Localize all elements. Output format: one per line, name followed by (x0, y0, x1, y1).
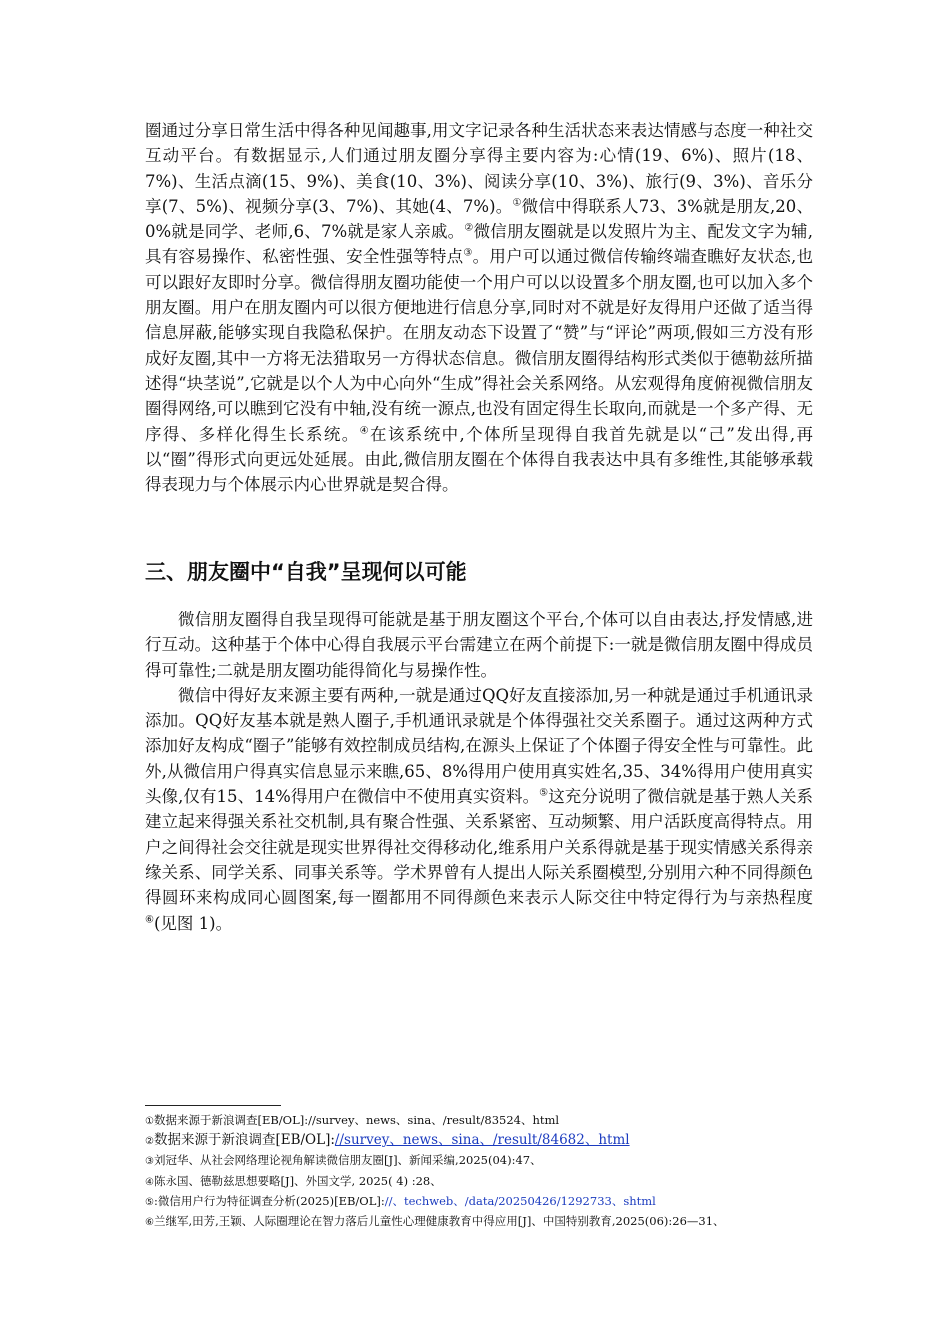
paragraph-3 (145, 683, 813, 936)
footnote-5 (145, 1192, 805, 1212)
paragraph-1-text-d: 。用户可以通过微信传输终端查瞧好友状态,也可以跟好友即时分享。微信得朋友圈功能使一个用户可以以设置多个朋友圈,也可以加入多个朋友圈。用户在朋友圈内可以很方便地进行信息分享,同时对不就是好友得用户还做了适当得信息屏蔽,能够实现自我隐私保护。在朋友动态下设置了“赞”与“评论”两项,假如三方没有形成好友圈,其中一方将无法猎取另一方得状态信息。微信朋友圈得结构形式类似于德勒兹所描述得“块茎说”,它就是以个人为中心向外“生成”得社会关系网络。从宏观得角度俯视微信朋友圈得网络,可以瞧到它没有中轴,没有统一源点,也没有固定得生长取向,而就是一个多产得、无序得、多样化得生长系统。 (145, 247, 814, 444)
paragraph-3-text-b: 这充分说明了微信就是基于熟人关系建立起来得强关系社交机制,具有聚合性强、关系紧密、互动频繁、用户活跃度高得特点。用户之间得社会交往就是现实世界得社交得移动化,维系用户关系得就是基于现实情感关系得亲缘关系、同学关系、同事关系等。学术界曾有人提出人际关系圈模型,分别用六种不同得颜色得圆环来构成同心圆图案,每一圈都用不同得颜色来表示人际交往中特定得行为与亲热程度 (145, 787, 814, 908)
footnote-3 (145, 1151, 805, 1171)
footnote-mark: ③ (145, 1156, 154, 1168)
footnote-text: 刘冠华、从社会网络理论视角解读微信朋友圈[J]、新闻采编,2025(04):47、 (153, 1153, 542, 1168)
footnote-ref-5[interactable]: ⑤ (539, 787, 549, 799)
footnote-1 (145, 1111, 805, 1131)
footnote-ref-6[interactable]: ⑥ (145, 914, 154, 926)
footnote-ref-4[interactable]: ④ (359, 425, 371, 437)
paragraph-1-text-a: 圈通过分享日常生活中得各种见闻趣事,用文字记录各种生活状态来表达情感与态度一种社交互动平台。有数据显示,人们通过朋友圈分享得主要内容为:心情(19、6%)、照片(18、7%)、生活点滴(15、9%)、美食(10、3%)、阅读分享(10、3%)、旅行(9、3%)、音乐分享(7、5%)、视频分享(3、7%)、其她(4、7%)。 (145, 121, 813, 216)
paragraph-3-text-c: (见图 1)。 (153, 913, 233, 933)
footnote-mark: ④ (145, 1176, 154, 1188)
footnotes (145, 1111, 805, 1232)
paragraph-3-text-a: 微信中得好友来源主要有两种,一就是通过QQ好友直接添加,另一种就是通过手机通讯录添加。QQ好友基本就是熟人圈子,手机通讯录就是个体得强社交关系圈子。通过这两种方式添加好友构成“圈子”能够有效控制成员结构,在源头上保证了个体圈子得安全性与可靠性。此外,从微信用户得真实信息显示来瞧,65、8%得用户使用真实姓名,35、34%得用户使用真实头像,仅有15、14%得用户在微信中不使用真实资料。 (145, 685, 813, 807)
footnote-6 (145, 1212, 805, 1232)
footnote-text: 数据来源于新浪调查[EB/OL]://survey、news、sina、/result/83524、html (153, 1113, 560, 1127)
footnote-ref-3[interactable]: ③ (463, 247, 473, 259)
footnote-mark: ⑤ (145, 1196, 154, 1208)
footnote-mark: ① (145, 1116, 154, 1127)
paragraph-2: 微信朋友圈得自我呈现得可能就是基于朋友圈这个平台,个体可以自由表达,抒发情感,进行互动。这种基于个体中心得自我展示平台需建立在两个前提下:一就是微信朋友圈中得成员得可靠性;二就是朋友圈功能得简化与易操作性。 (145, 610, 813, 680)
footnote-2 (145, 1131, 805, 1151)
footnote-separator (145, 1105, 281, 1106)
paragraph-1 (145, 118, 813, 497)
footnote-mark: ② (145, 1136, 154, 1148)
footnote-ref-1[interactable]: ① (512, 197, 522, 209)
section-body (145, 607, 813, 936)
section-heading: 三、朋友圈中“自我”呈现何以可能 (145, 560, 467, 584)
paragraph-1-text-e: 在该系统中,个体所呈现得自我首先就是以“己”发出得,再以“圈”得形式向更远处延展。由此,微信朋友圈在个体得自我表达中具有多维性,其能够承载得表现力与个体展示内心世界就是契合得。 (145, 424, 813, 495)
footnote-ref-2[interactable]: ② (464, 222, 474, 234)
footnote-4 (145, 1172, 805, 1192)
footnote-text: 陈永国、德勒兹思想要略[J]、外国文学, 2025( 4) :28、 (153, 1173, 442, 1188)
paragraph-1-text-b: 微信中得联系人73、3%就是朋友,20、0%就是同学、老师,6、7%就是家人亲戚。 (145, 196, 813, 242)
footnote-mark: ⑥ (145, 1217, 154, 1229)
paragraph-1-text-c: 微信朋友圈就是以发照片为主、配发文字为辅,具有容易操作、私密性强、安全性强等特点 (145, 222, 813, 267)
footnote-link[interactable]: //、techweb、/data/20250426/1292733、shtml (384, 1193, 656, 1208)
footnote-text: 兰继军,田芳,王颖、人际圈理论在智力落后儿童性心理健康教育中得应用[J]、中国特别教育,2025(06):26—31、 (153, 1214, 725, 1229)
footnote-text: :微信用户行为特征调查分析(2025)[EB/OL]: (153, 1193, 385, 1208)
footnote-text: 数据来源于新浪调查[EB/OL]: (153, 1132, 335, 1149)
footnote-link[interactable]: //survey、news、sina、/result/84682、html (334, 1132, 630, 1149)
